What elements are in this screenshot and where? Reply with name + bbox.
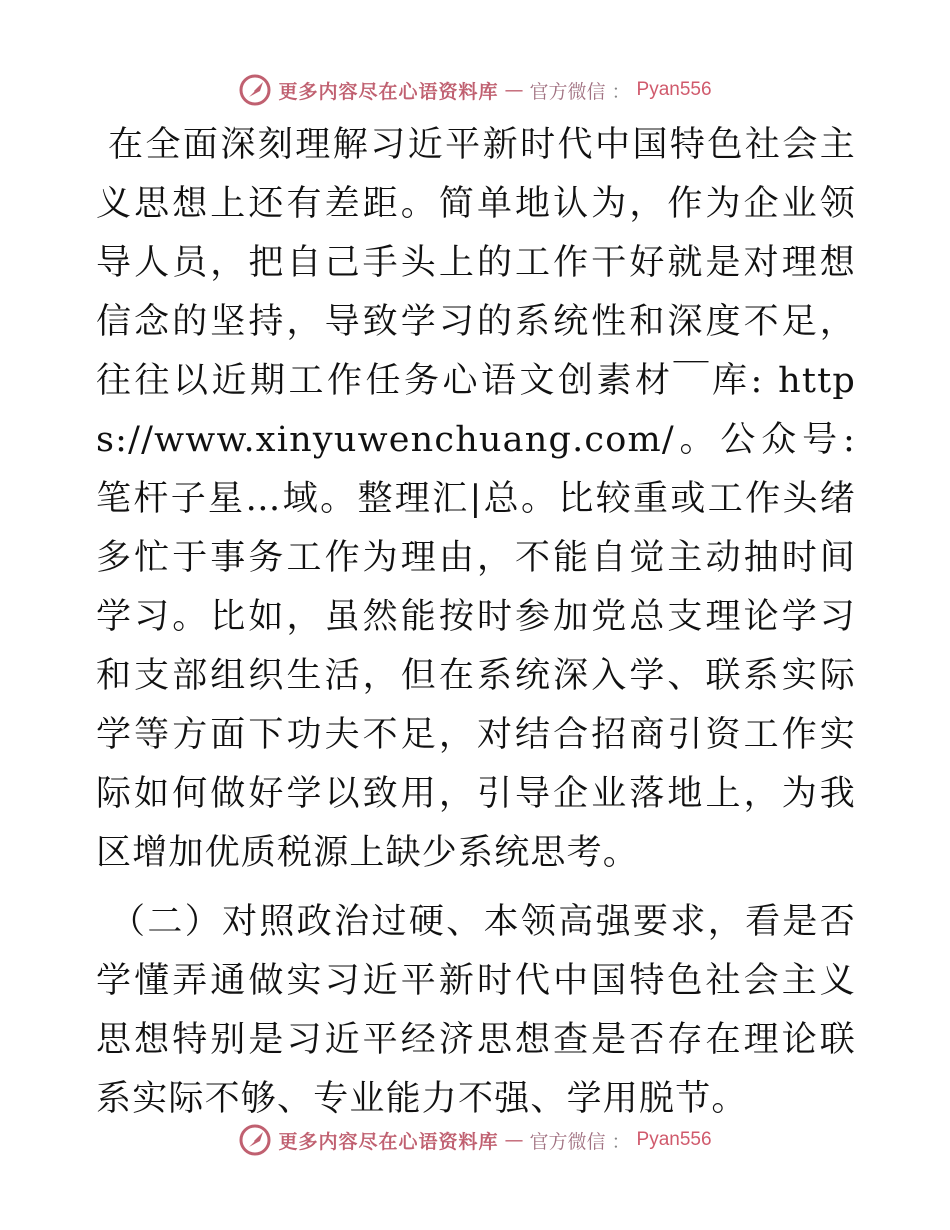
watermark-official-label: 官方微信 — [529, 1130, 606, 1153]
paragraph-1: 在全面深刻理解习近平新时代中国特色社会主义思想上还有差距。简单地认为，作为企业领导人员，把自己手头上的工作干好就是对理想信念的坚持，导致学习的系统性和深度不足，往往以近期工作任务心语文创素材￣库: https://www.xinyuwenchuang.com/。公众号: 笔杆子星…域。整理汇|总。比较重或工作头绪多忙于事务工作为理由，不能自觉主动抽时间学习。比如，虽然能按时参加党总支理论学习和支部组织生活，但在系统深入学、联系实际学等方面下功夫不足，对结合招商引资工作实际如何做好学以致用，引导企业落地上，为我区增加优质税源上缺少系统思考。 — [96, 125, 856, 873]
watermark-main-text: 更多内容尽在心语资料库 — [278, 1130, 499, 1153]
paragraph-2: （二）对照政治过硬、本领高强要求，看是否学懂弄通做实习近平新时代中国特色社会主义思想特别是习近平经济思想查是否存在理论联系实际不够、专业能力不强、学用脱节。 — [96, 902, 856, 1119]
watermark-dash: — — [504, 1129, 524, 1151]
watermark-footer — [0, 1120, 950, 1160]
watermark-main-text: 更多内容尽在心语资料库 — [278, 80, 499, 103]
watermark-wechat-id: Pyan556 — [636, 1129, 712, 1150]
document-body — [96, 116, 856, 1129]
watermark-dash: — — [504, 79, 524, 101]
quill-pen-circle-icon — [238, 1123, 272, 1157]
watermark-header — [0, 70, 950, 110]
watermark-wechat-id: Pyan556 — [636, 79, 712, 100]
watermark-official-label: 官方微信 — [529, 80, 606, 103]
watermark-separator: ： — [611, 80, 631, 103]
watermark-separator: ： — [611, 1130, 631, 1153]
quill-pen-circle-icon — [238, 73, 272, 107]
